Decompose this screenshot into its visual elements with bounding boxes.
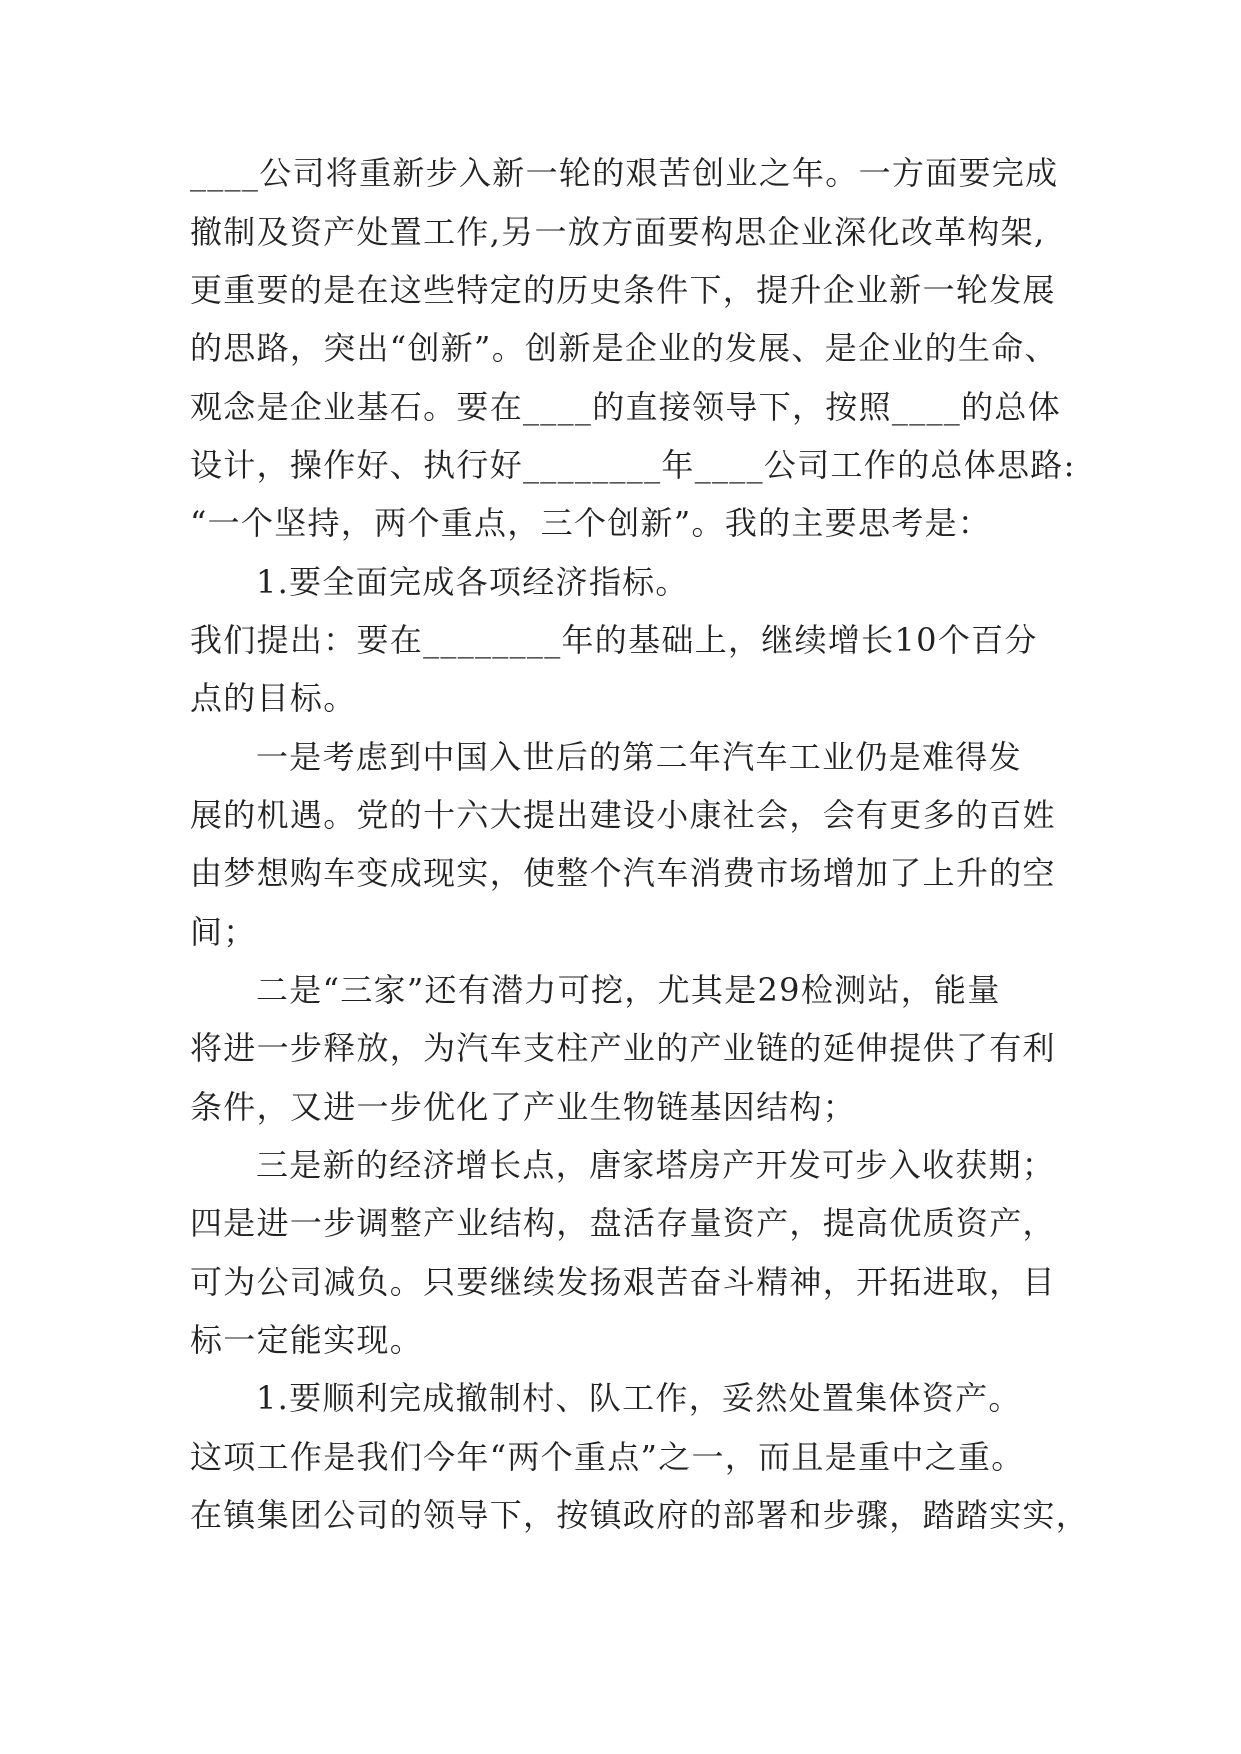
text-line: 可为公司减负。只要继续发扬艰苦奋斗精神，开拓进取，目 (190, 1263, 1056, 1301)
text-line: “一个坚持，两个重点，三个创新”。我的主要思考是： (190, 504, 992, 542)
text-line: 设计，操作好、执行好________年____公司工作的总体思路: (190, 446, 1076, 484)
text-line: 一是考虑到中国入世后的第二年汽车工业仍是难得发 (256, 738, 1022, 776)
text-line: 二是“三家”还有潜力可挖，尤其是29检测站，能量 (256, 971, 1001, 1009)
numbered-heading: 1.要顺利完成撤制村、队工作，妥然处置集体资产。 (256, 1379, 1022, 1417)
text-line: 四是进一步调整产业结构，盘活存量资产，提高优质资产， (190, 1204, 1056, 1242)
text-line: 撤制及资产处置工作,另一放方面要构思企业深化改革构架, (190, 213, 1046, 251)
text-line: 展的机遇。党的十六大提出建设小康社会，会有更多的百姓 (190, 796, 1056, 834)
text-line: 观念是企业基石。要在____的直接领导下，按照____的总体 (190, 388, 1062, 426)
text-line: 标一定能实现。 (190, 1321, 424, 1359)
text-line: 这项工作是我们今年“两个重点”之一，而且是重中之重。 (190, 1438, 1025, 1476)
text-line: 将进一步释放，为汽车支柱产业的产业链的延伸提供了有利 (190, 1029, 1056, 1067)
text-line: ____公司将重新步入新一轮的艰苦创业之年。一方面要完成 (190, 154, 1059, 192)
text-line: 间； (190, 913, 257, 951)
text-line: 三是新的经济增长点，唐家塔房产开发可步入收获期； (256, 1146, 1056, 1184)
text-line: 在镇集团公司的领导下，按镇政府的部署和步骤，踏踏实实， (190, 1496, 1090, 1534)
text-line: 我们提出：要在________年的基础上，继续增长10个百分 (190, 621, 1038, 659)
text-line: 条件，又进一步优化了产业生物链基因结构； (190, 1088, 857, 1126)
text-line: 点的目标。 (190, 679, 357, 717)
numbered-heading: 1.要全面完成各项经济指标。 (256, 563, 689, 601)
text-line: 更重要的是在这些特定的历史条件下，提升企业新一轮发展 (190, 271, 1056, 309)
text-line: 的思路，突出“创新”。创新是企业的发展、是企业的生命、 (190, 329, 1058, 367)
text-line: 由梦想购车变成现实，使整个汽车消费市场增加了上升的空 (190, 854, 1056, 892)
